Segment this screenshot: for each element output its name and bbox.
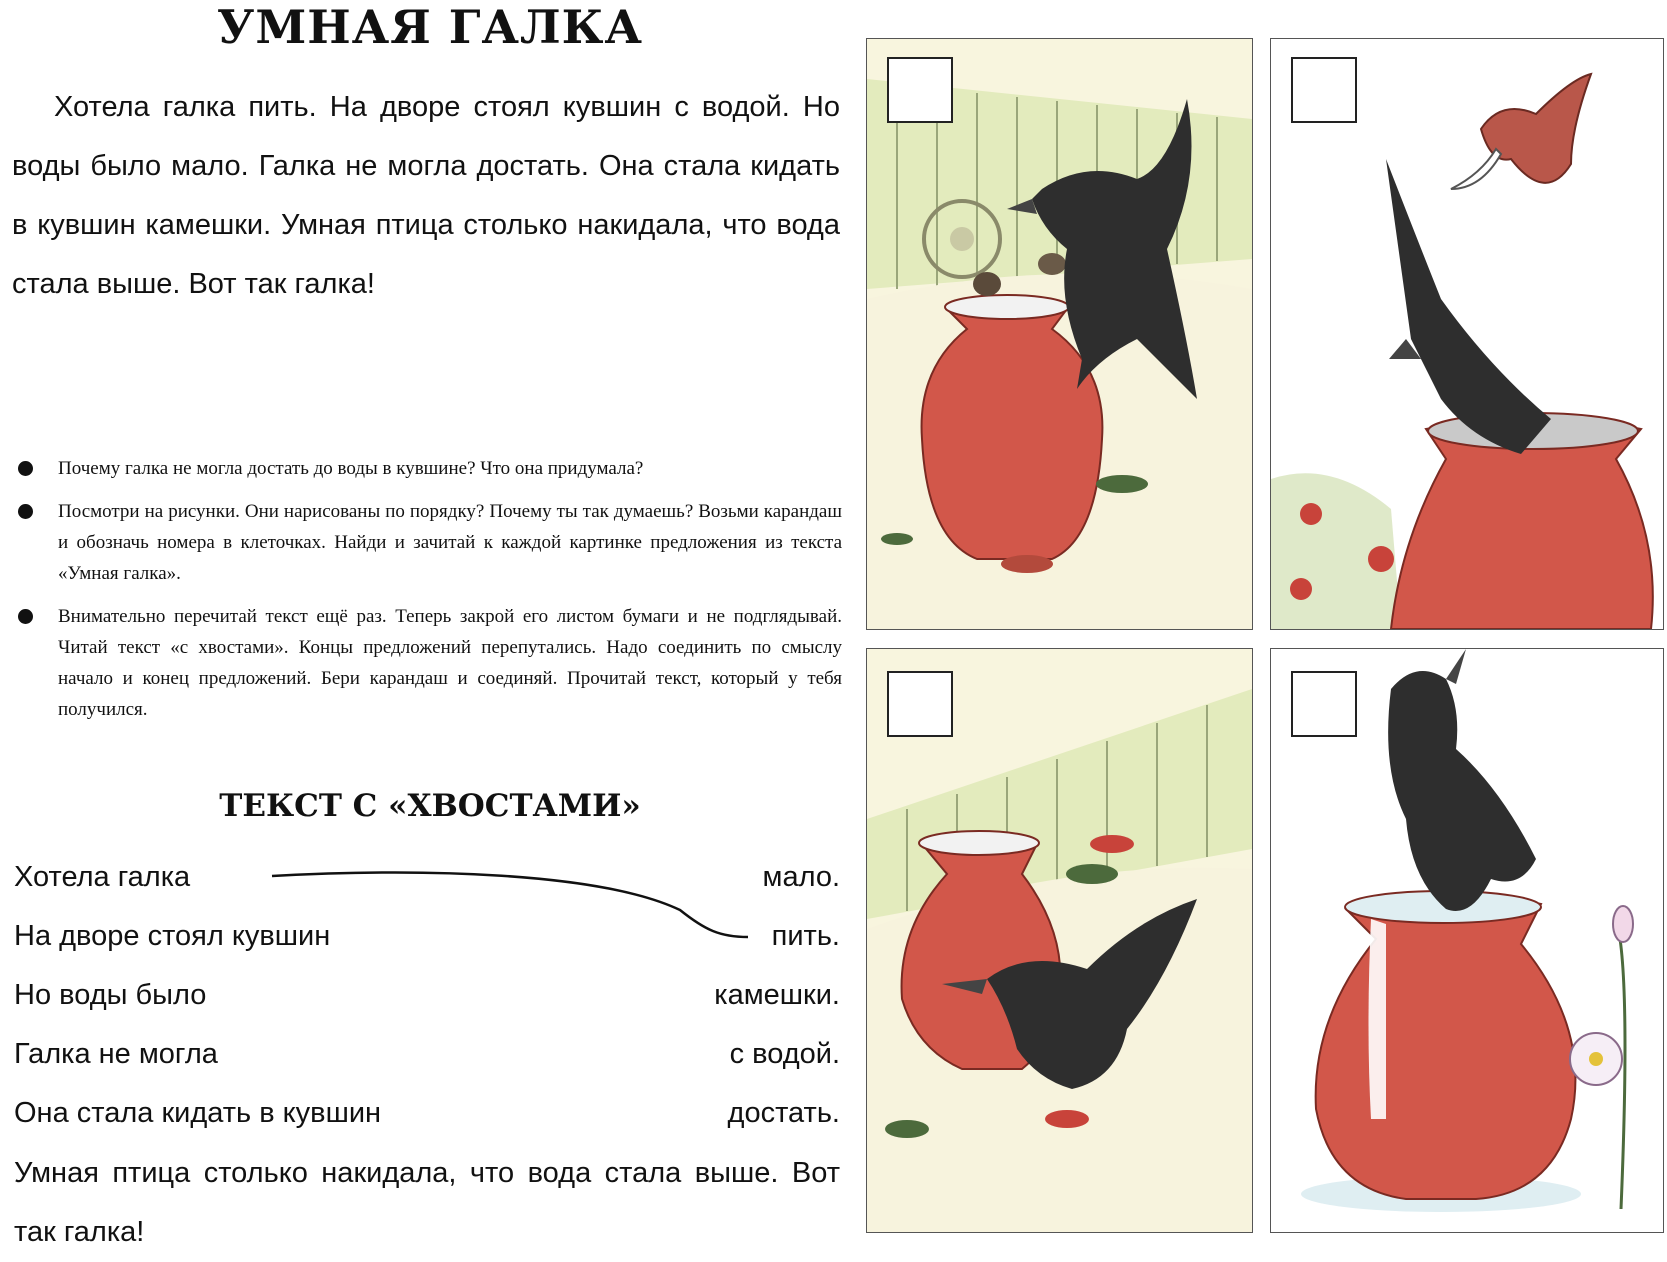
question-text: Почему галка не могла достать до воды в кувшине? Что она придумала? — [58, 458, 644, 479]
sentence-end[interactable]: пить. — [771, 920, 840, 952]
number-box[interactable] — [887, 57, 953, 123]
story-text: Хотела галка пить. На дворе стоял кувшин с водой. Но воды было мало. Галка не могла достать. Она стала кидать в кувшин камешки. Умная птица столько накидала, что вода стала выше. Вот так галка! — [12, 91, 840, 300]
tails-rows — [14, 848, 840, 1143]
picture-galka-on-jug-with-sparrow — [1270, 38, 1664, 630]
tails-row — [14, 1084, 840, 1143]
picture-galka-throws-pebbles — [866, 38, 1253, 630]
tails-final-sentence: Умная птица столько накидала, что вода стала выше. Вот так галка! — [14, 1157, 840, 1248]
sentence-end[interactable]: достать. — [727, 1097, 840, 1129]
scene-illustration — [1271, 39, 1663, 629]
number-box[interactable] — [1291, 671, 1357, 737]
sentence-end[interactable]: с водой. — [729, 1038, 840, 1070]
page-title: УМНАЯ ГАЛКА — [217, 0, 643, 54]
tails-row — [14, 1025, 840, 1084]
picture-galka-near-jug — [866, 648, 1253, 1233]
tails-row — [14, 848, 840, 907]
tails-row — [14, 966, 840, 1025]
question-text: Внимательно перечитай текст ещё раз. Теперь закрой его листом бумаги и не подглядывай. Читай текст «с хвостами». Концы предложений перепутались. Надо соединить по смыслу начало и конец предложений. Бери карандаш и соединяй. Прочитай текст, который у тебя получился. — [58, 606, 842, 720]
sentence-end[interactable]: камешки. — [714, 979, 840, 1011]
question-text: Посмотри на рисунки. Они нарисованы по порядку? Почему ты так думаешь? Возьми карандаш и обозначь номера в клеточках. Найди и зачитай к каждой картинке предложения из текста «Умная галка». — [58, 501, 842, 584]
number-box[interactable] — [1291, 57, 1357, 123]
sentence-start[interactable]: Но воды было — [14, 979, 207, 1011]
sentence-end[interactable]: мало. — [762, 861, 840, 893]
sentence-start[interactable]: Хотела галка — [14, 861, 191, 893]
picture-galka-drinks-overflow — [1270, 648, 1664, 1233]
sentence-start[interactable]: Она стала кидать в кувшин — [14, 1097, 382, 1129]
number-box[interactable] — [887, 671, 953, 737]
scene-illustration — [867, 39, 1252, 629]
tails-title: ТЕКСТ С «ХВОСТАМИ» — [219, 788, 641, 824]
sentence-start[interactable]: Галка не могла — [14, 1038, 218, 1070]
sentence-start[interactable]: На дворе стоял кувшин — [14, 920, 331, 952]
tails-row — [14, 907, 840, 966]
